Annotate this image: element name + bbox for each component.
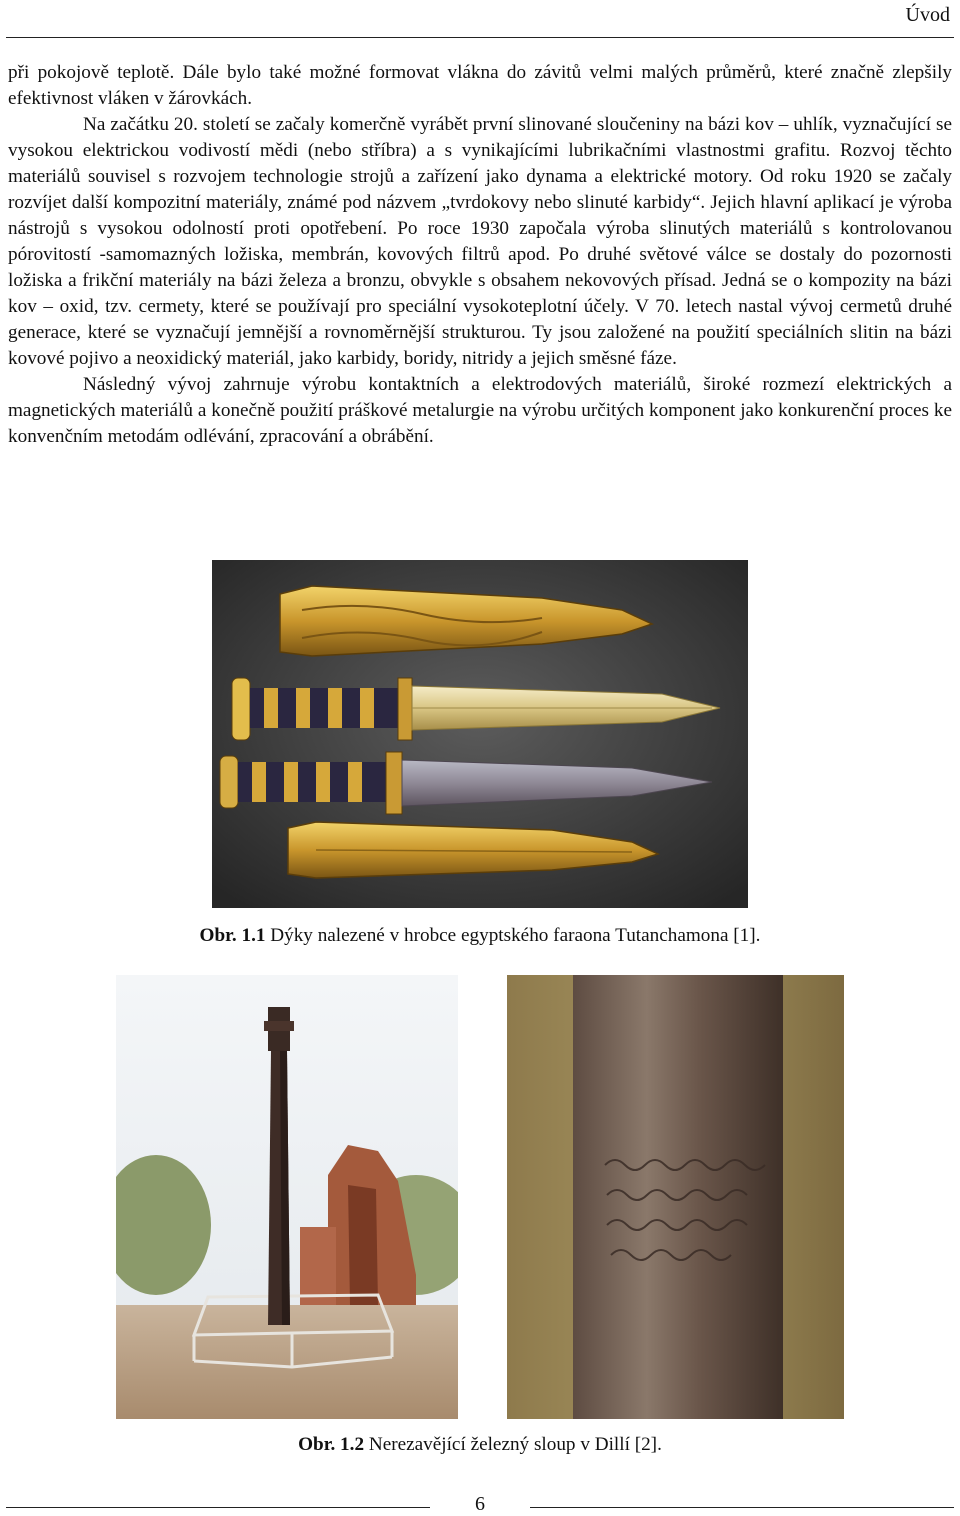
page-number: 6	[475, 1493, 485, 1515]
body-text	[8, 60, 952, 450]
figure-2-caption	[0, 1434, 960, 1456]
pillar-inscription-photo	[507, 975, 844, 1419]
paragraph-3: Následný vývoj zahrnuje výrobu kontaktních a elektrodových materiálů, široké rozmezí elektrických a magnetických materiálů a konečně použití práškové metalurgie na výrobu určitých komponent jako konkurenční proces ke konvenčním metodám odlévání, zpracování a obrábění.	[8, 374, 952, 447]
daggers-photo	[212, 560, 748, 908]
paragraph-2: Na začátku 20. století se začaly komerčně vyrábět první slinované sloučeniny na bázi kov – uhlík, vyznačující se vysokou elektrickou vodivostí mědi (nebo stříbra) a s vynikajícími lubrikačními vlastnostmi grafitu. Rozvoj těchto materiálů souvisel s rozvojem technologie strojů a zařízení jako dynama a elektrické motory. Od roku 1920 se začaly rozvíjet další kompozitní materiály, známé pod názvem „tvrdokovy nebo slinuté karbidy“. Jejich hlavní aplikací je výroba nástrojů s vysokou odolností proti opotřebení. Po roce 1930 započala výroba slinutých materiálů s kontrolovanou pórovitostí -samomazných ložiska, membrán, kovových filtrů apod. Po druhé světové válce se dostaly do pozornosti ložiska a frikční materiály na bázi železa a bronzu, obvykle s obsahem nekovových přísad. Jedná se o kompozity na bázi kov – oxid, tzv. cermety, které se používají pro speciální vysokoteplotní účely. V 70. letech nastal vývoj cermetů druhé generace, které se vyznačují jemnější a rovnoměrnější strukturou. Ty jsou založené na použití speciálních slitin na bázi kovové pojivo a neoxidický materiál, jako karbidy, boridy, nitridy a jejich směsné fáze.	[8, 114, 952, 369]
paragraph-1: při pokojově teplotě. Dále bylo také možné formovat vlákna do závitů velmi malých průměrů, které značně zlepšily efektivnost vláken v žárovkách.	[8, 62, 952, 109]
figure-2-caption-text: Nerezavějící železný sloup v Dillí [2].	[364, 1434, 662, 1455]
figure-1-caption-label: Obr. 1.1	[199, 925, 266, 946]
figure-1-caption-text: Dýky nalezené v hrobce egyptského faraona Tutanchamona [1].	[265, 925, 761, 946]
figure-1-caption	[0, 925, 960, 947]
running-header-title: Úvod	[905, 4, 950, 26]
header-rule	[6, 37, 954, 38]
iron-pillar-photo	[116, 975, 458, 1419]
figure-2-caption-label: Obr. 1.2	[298, 1434, 365, 1455]
footer-rule-right	[530, 1507, 954, 1508]
